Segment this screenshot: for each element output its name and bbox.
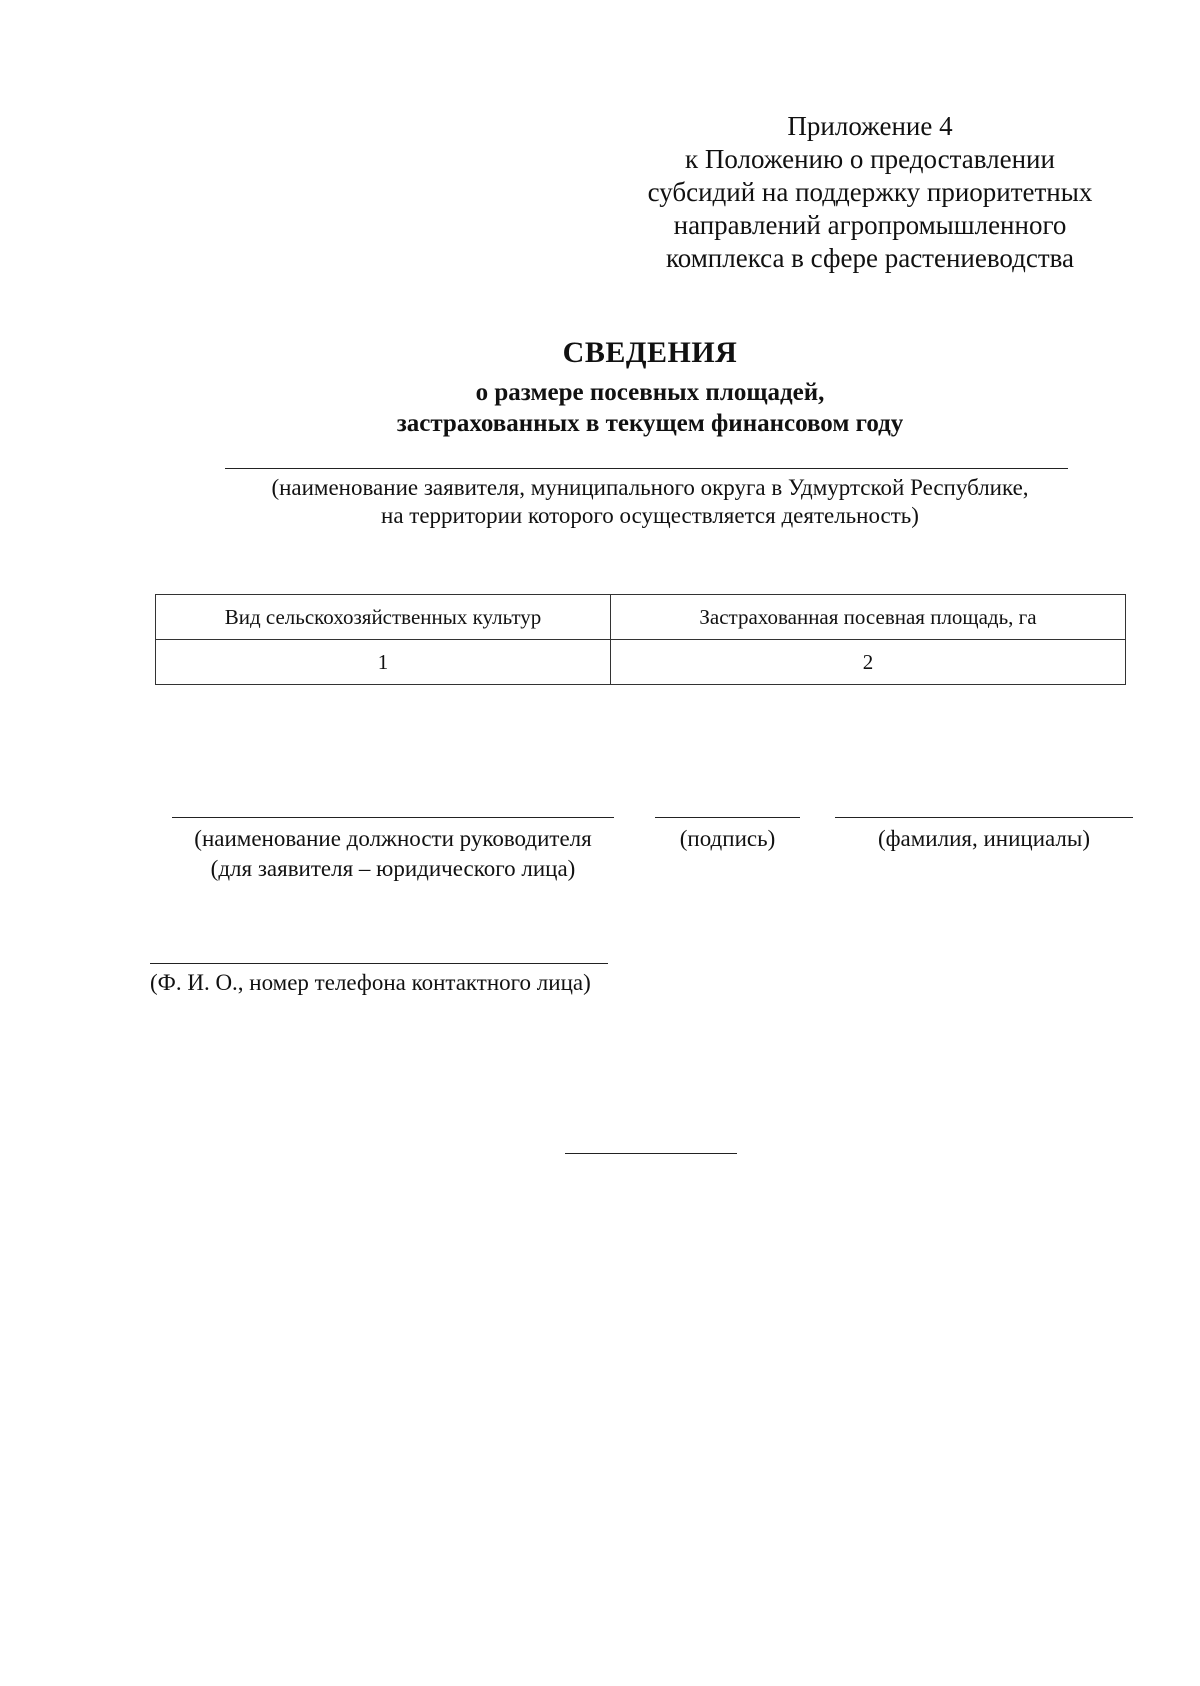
end-rule [565, 1153, 737, 1154]
contact-line[interactable] [150, 963, 608, 964]
table-header-cell: Вид сельскохозяйственных культур [156, 595, 611, 640]
applicant-caption: на территории которого осуществляется деятельность) [381, 503, 919, 528]
appendix-line: комплекса в сфере растениеводства [665, 243, 1075, 273]
document-subtitle: застрахованных в текущем финансовом году [396, 410, 904, 437]
applicant-name-line[interactable] [225, 468, 1068, 469]
position-caption: (для заявителя – юридического лица) [210, 856, 576, 881]
appendix-line: Приложение 4 [787, 111, 953, 141]
name-caption: (фамилия, инициалы) [877, 826, 1091, 851]
insured-areas-table [155, 594, 1126, 685]
signature-caption: (подпись) [679, 826, 776, 851]
position-line[interactable] [172, 817, 614, 818]
appendix-line: к Положению о предоставлении [685, 144, 1055, 174]
table-cell: 2 [611, 640, 1126, 685]
table-header-cell: Застрахованная посевная площадь, га [611, 595, 1126, 640]
appendix-line: субсидий на поддержку приоритетных [647, 177, 1093, 207]
signature-line[interactable] [655, 817, 800, 818]
applicant-caption: (наименование заявителя, муниципального округа в Удмуртской Республике, [271, 475, 1029, 500]
table-cell: 1 [156, 640, 611, 685]
name-line[interactable] [835, 817, 1133, 818]
contact-caption: (Ф. И. О., номер телефона контактного лица) [150, 970, 591, 995]
table-row [156, 640, 1126, 685]
document-subtitle: о размере посевных площадей, [475, 379, 825, 406]
appendix-block [620, 110, 1120, 275]
table-header-row [156, 595, 1126, 640]
position-caption: (наименование должности руководителя [194, 826, 592, 851]
document-title: СВЕДЕНИЯ [562, 336, 738, 369]
appendix-line: направлений агропромышленного [673, 210, 1067, 240]
